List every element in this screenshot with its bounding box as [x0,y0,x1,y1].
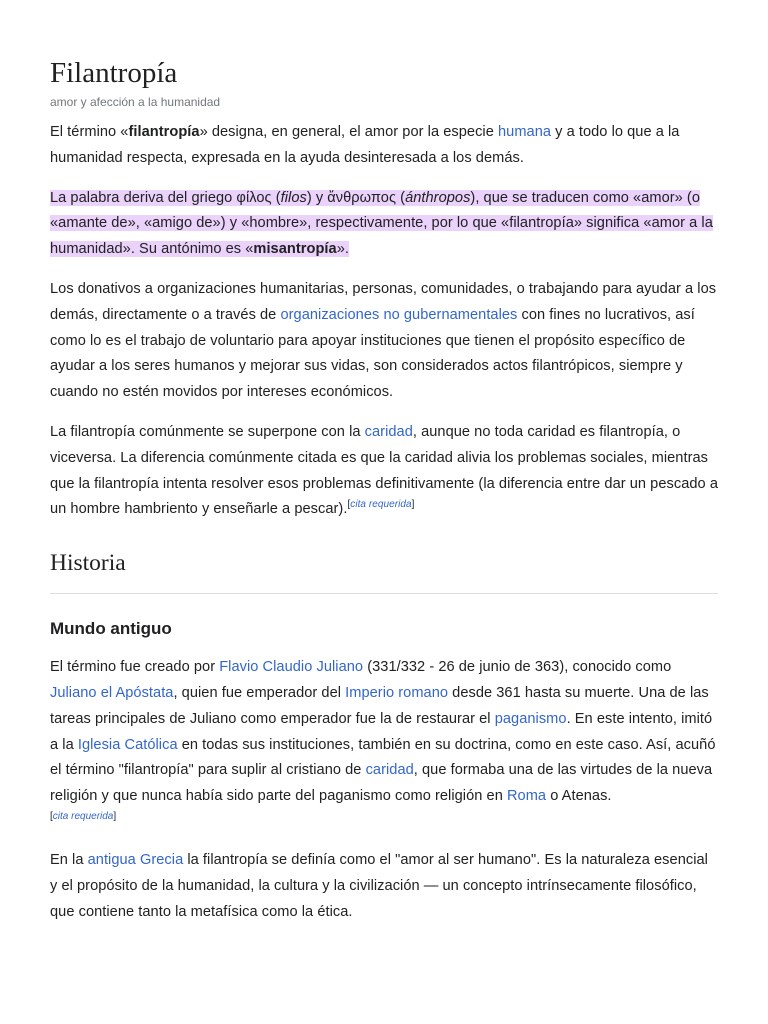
paragraph-charity [50,420,718,523]
text: El término « [50,124,129,140]
subsection-heading-mundo-antiguo: Mundo antiguo [50,619,172,639]
link-humana[interactable]: humana [497,124,552,140]
link-juliano-el-apostata[interactable]: Juliano el Apóstata [50,684,174,701]
text: (331/332 - 26 de junio de 363), conocido como [363,659,672,676]
text: en todas sus instituciones, también en su doctrina, como en este caso. Así, acuñó el término "filantropía" para suplir al cristiano de [50,736,716,779]
bracket: ] [113,810,117,822]
text: La palabra deriva del griego φίλος ( [50,189,281,206]
paragraph-etymology [50,186,718,263]
page-subtitle: amor y afección a la humanidad [50,95,221,109]
paragraph-definition [50,120,718,172]
text: ». [336,241,349,258]
text: En la [50,851,88,868]
italic-term: ánthropos [405,189,471,206]
text: . En este intento, imitó a la [50,710,713,753]
bracket: ] [411,499,415,511]
text: o Atenas. [546,788,612,805]
link-imperio-romano[interactable]: Imperio romano [345,684,449,701]
link-flavio-claudio-juliano[interactable]: Flavio Claudio Juliano [219,659,364,676]
link-iglesia-catolica[interactable]: Iglesia Católica [77,736,178,753]
text: y a todo lo que a la humanidad respecta, expresada en la ayuda desinteresada a los demás. [50,124,680,166]
link-paganismo[interactable]: paganismo [494,710,567,727]
link-roma[interactable]: Roma [506,788,547,805]
section-heading-historia: Historia [50,545,718,594]
bold-term: misantropía [253,241,337,258]
highlighted-text [50,190,713,258]
text: desde 361 hasta su muerte. Una de las tareas principales de Juliano como emperador fue la de restaurar el [50,684,709,727]
link-caridad[interactable]: caridad [364,423,413,440]
text: ) y ἄνθρωπος ( [306,189,406,206]
paragraph-origin [50,655,718,810]
link-ong[interactable]: organizaciones no gubernamentales [280,306,518,323]
bold-term: filantropía [128,124,200,140]
text: ), que se traducen como «amor» (o «amante de», «amigo de») y «hombre», respectivamente, por lo que «filantropía» significa «amor a la humanidad». Su antónimo es « [50,189,713,258]
italic-term: filos [280,189,307,206]
text: , quien fue emperador del [173,684,346,701]
link-caridad-2[interactable]: caridad [365,762,414,779]
bracket: [ [347,499,351,511]
text: , aunque no toda caridad es filantropía, o viceversa. La diferencia comúnmente citada es que la caridad alivia los problemas sociales, mientras que la filantropía intenta resolver esos problemas definitivamente (la diferencia entre dar un pescado a un hombre hambriento y enseñarle a pescar). [50,423,718,518]
text: con fines no lucrativos, así como lo es el trabajo de voluntario para apoyar instituciones que tienen el propósito específico de ayudar a los seres humanos y mejorar sus vidas, son considerados actos filantrópicos, siempre y cuando no estén movidos por intereses económicos. [50,306,695,401]
paragraph-greece [50,848,718,925]
cita-requerida-link[interactable]: cita requerida [52,810,114,822]
text: Los donativos a organizaciones humanitarias, personas, comunidades, o trabajando para ayudar a los demás, directamente o a través de [50,280,717,323]
text: La filantropía comúnmente se superpone con la [50,423,365,440]
cita-requerida-link[interactable]: cita requerida [350,499,412,511]
bracket: [ [50,810,53,822]
link-antigua-grecia[interactable]: antigua Grecia [87,851,184,868]
citation-needed [347,500,414,511]
page-title: Filantropía [50,57,178,89]
text: » designa, en general, el amor por la especie [199,124,498,140]
text: la filantropía se definía como el "amor al ser humano". Es la naturaleza esencial y el propósito de la humanidad, la cultura y la civilización — un concepto intrínsecamente filosófico, que contiene tanto la metafísica como la ética. [50,851,708,920]
paragraph-donations [50,277,718,406]
citation-needed [50,810,718,824]
text: , que formaba una de las virtudes de la nueva religión y que nunca había sido parte del paganismo como religión en [50,762,713,805]
text: El término fue creado por [50,659,220,676]
